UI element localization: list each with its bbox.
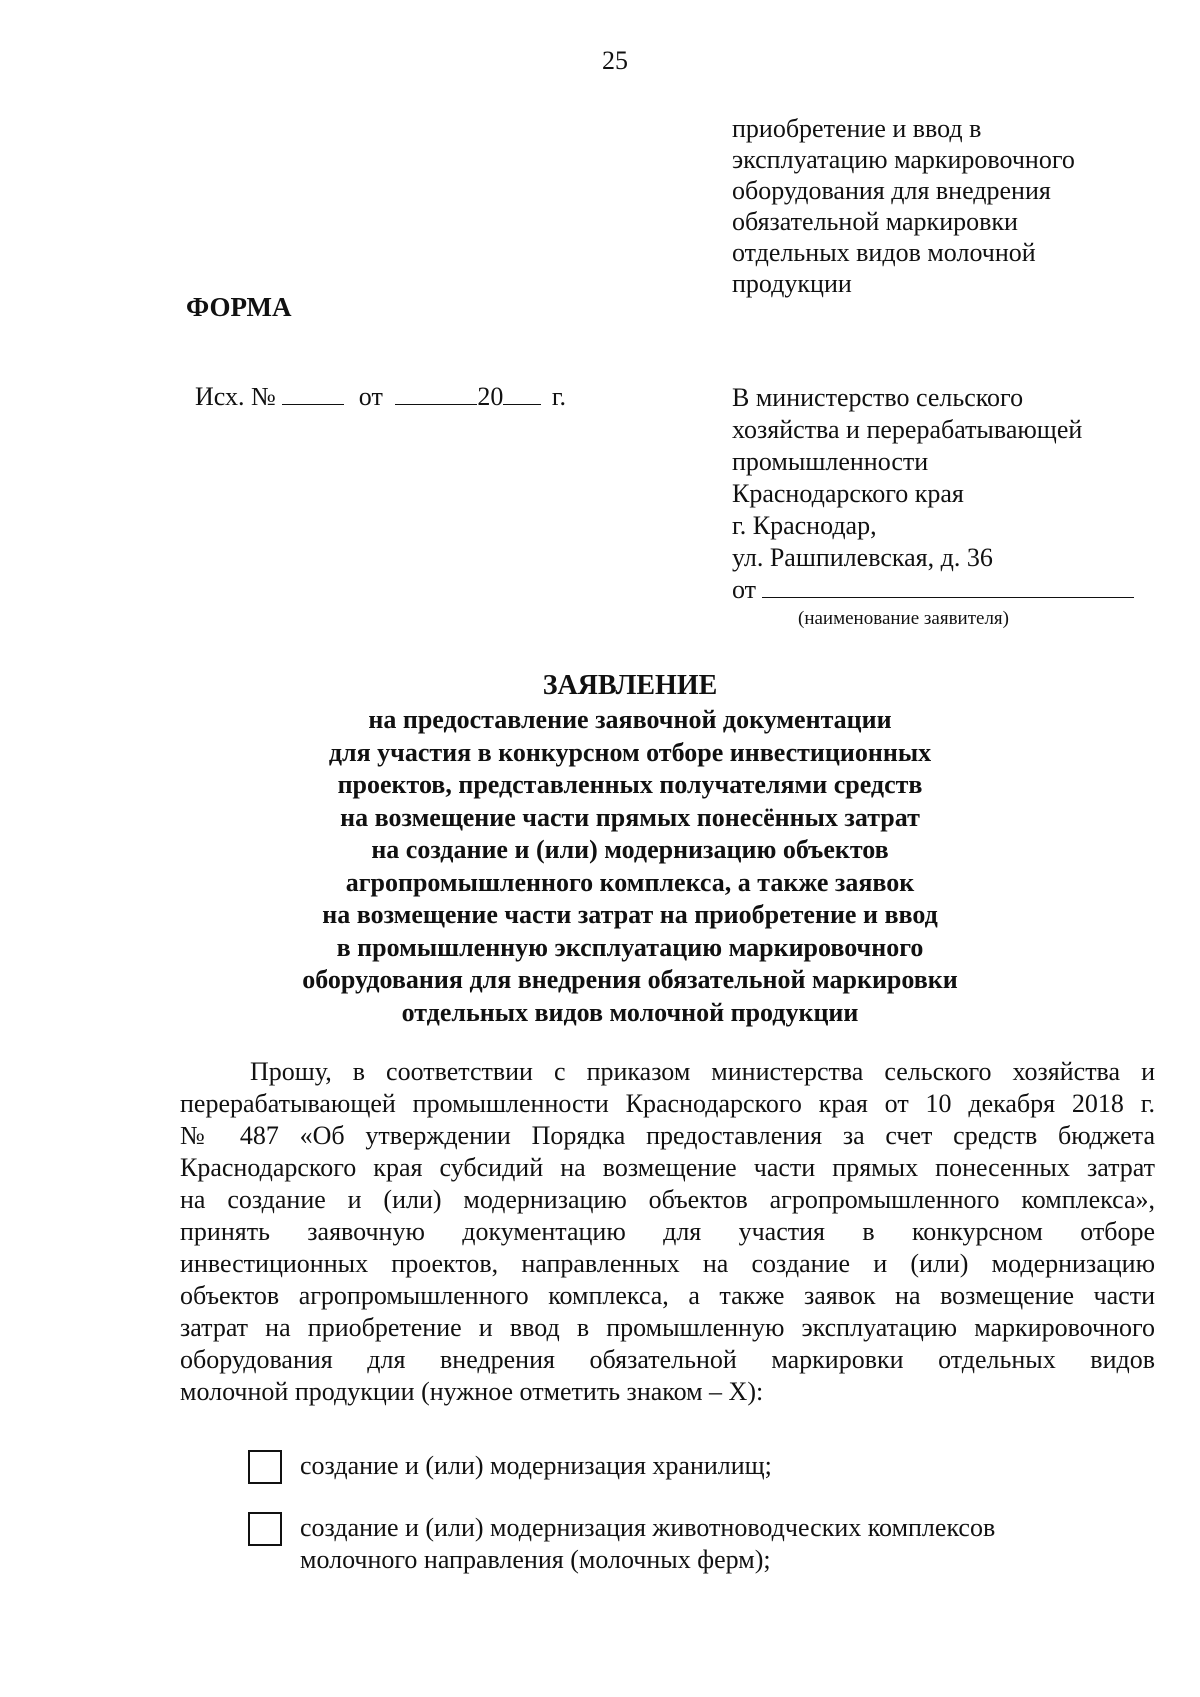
applicant-from-label: от (732, 575, 757, 604)
outgoing-prefix: Исх. № (195, 382, 276, 411)
paragraph-line: принять заявочную документацию для участия в конкурсном отборе (180, 1217, 1155, 1246)
paragraph-line: № 487 «Об утверждении Порядка предоставления за счет средств бюджета (180, 1121, 1155, 1150)
page-number: 25 (602, 46, 628, 75)
application-title-block (0, 668, 1200, 1029)
option-label (300, 1512, 995, 1576)
recipient-line: Краснодарского края (732, 479, 964, 508)
recipient-line: хозяйства и перерабатывающей (732, 415, 1083, 444)
outgoing-year: 20 (477, 382, 504, 411)
outgoing-from: от (358, 382, 383, 411)
subtitle-line: для участия в конкурсном отборе инвестиционных (328, 737, 932, 767)
subtitle-line: на возмещение части прямых понесённых затрат (340, 802, 920, 832)
paragraph-line: перерабатывающей промышленности Краснодарского края от 10 декабря 2018 г. (180, 1089, 1155, 1118)
subtitle-line: проектов, представленных получателями средств (337, 770, 923, 799)
recipient-block (732, 382, 1172, 632)
paragraph-line: на создание и (или) модернизацию объектов агропромышленного комплекса», (180, 1185, 1155, 1214)
subtitle-line: в промышленную эксплуатацию маркировочного (336, 932, 924, 962)
paragraph-line: Краснодарского края субсидий на возмещение части прямых понесенных затрат (180, 1153, 1155, 1182)
form-label: ФОРМА (186, 292, 292, 322)
appendix-line: приобретение и ввод в (732, 114, 982, 143)
subtitle-line: оборудования для внедрения обязательной маркировки (302, 965, 958, 994)
appendix-line: отдельных видов молочной (732, 238, 1036, 267)
appendix-line: эксплуатацию маркировочного (732, 145, 1075, 174)
outgoing-suffix: г. (551, 382, 567, 411)
appendix-line: обязательной маркировки (732, 207, 1018, 236)
document-subtitle (60, 704, 1200, 1029)
paragraph-line: инвестиционных проектов, направленных на создание и (или) модернизацию (180, 1249, 1155, 1278)
outgoing-date-blank[interactable] (395, 382, 477, 405)
recipient-line: ул. Рашпилевская, д. 36 (732, 543, 993, 572)
recipient-line: г. Краснодар, (732, 511, 877, 540)
outgoing-year-blank[interactable] (503, 382, 541, 405)
subtitle-line: на возмещение части затрат на приобретение и ввод (322, 900, 938, 929)
recipient-line: промышленности (732, 447, 929, 476)
paragraph-line: затрат на приобретение и ввод в промышленную эксплуатацию маркировочного (180, 1313, 1155, 1342)
subtitle-line: на создание и (или) модернизацию объектов (371, 835, 889, 864)
applicant-from-row (732, 574, 1172, 606)
request-paragraph (180, 1056, 1155, 1408)
option-label: создание и (или) модернизация хранилищ; (300, 1451, 772, 1480)
appendix-line: оборудования для внедрения (732, 176, 1051, 205)
subtitle-line: на предоставление заявочной документации (368, 705, 892, 734)
subtitle-line: агропромышленного комплекса, а также заявок (345, 867, 915, 897)
paragraph-line: Прошу, в соответствии с приказом министерства сельского хозяйства и (250, 1057, 1155, 1086)
appendix-reference (732, 113, 1152, 299)
appendix-line: продукции (732, 269, 852, 298)
paragraph-line: объектов агропромышленного комплекса, а также заявок на возмещение части (180, 1281, 1155, 1310)
paragraph-line: молочной продукции (нужное отметить знаком – Х): (180, 1377, 764, 1406)
recipient-line: В министерство сельского (732, 383, 1024, 412)
paragraph-line: оборудования для внедрения обязательной маркировки отдельных видов (180, 1345, 1155, 1374)
option-label-line: создание и (или) модернизация животноводческих комплексов (300, 1513, 996, 1542)
subtitle-line: отдельных видов молочной продукции (401, 997, 859, 1027)
applicant-name-blank[interactable] (762, 575, 1134, 598)
option-label-line: молочного направления (молочных ферм); (300, 1545, 771, 1574)
applicant-caption: (наименование заявителя) (798, 608, 1009, 629)
outgoing-number-blank[interactable] (282, 382, 344, 405)
option-checkbox-dairy-farm[interactable] (248, 1512, 282, 1546)
outgoing-number-line (195, 382, 566, 412)
document-title: ЗАЯВЛЕНИЕ (542, 670, 718, 701)
option-checkbox-storage[interactable] (248, 1450, 282, 1484)
